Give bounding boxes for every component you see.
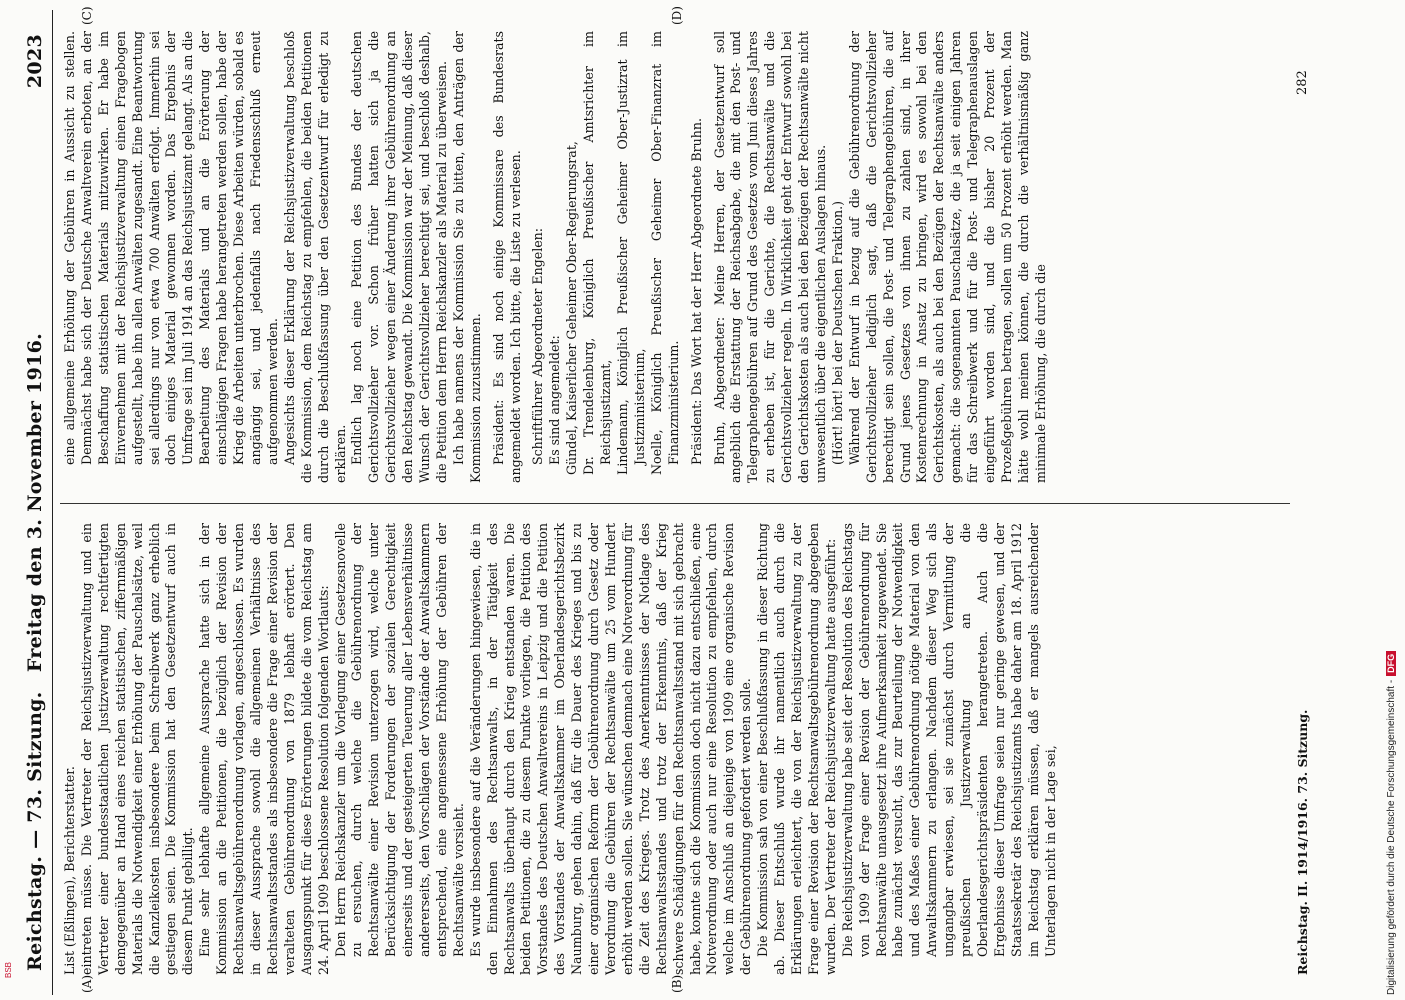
president-statement: Präsident: Es sind noch einige Kommissare des Bundesrats angemeldet worden. Ich bitte, die Liste zu verlesen. [490,31,523,483]
sidebar-text-wrapper [1386,15,1397,995]
paragraph: Es wurde insbesondere auf die Veränderungen hingewiesen, die in den Einnahmen des Rechtsanwalts, in der Tätigkeit des Rechtsanwalts überhaupt durch den Krieg entstanden waren. Die beiden Petitionen, die zu diesem Punkte vorliegen, die Petition des Vorstandes des Deutschen Anwaltvereins in Leipzig und die Petition des Vorstandes der Anwaltskammer im Oberlandesgerichtsbezirk Naumburg, gehen dahin, daß für die Dauer des Krieges und bis zu einer organischen Reform der Gebührenordnung durch Gesetz oder Verordnung die Gebühren der Rechtsanwälte um 25 vom Hundert erhöht werden sollen. Sie wünschen demnach eine Notverordnung für die Zeit des Krieges. Trotz des Anerkenntnisses der Notlage des Rechtsanwaltsstandes und trotz der Erkenntnis, daß der Krieg schwere Schädigungen für den Rechtsanwaltsstand mit sich gebracht habe, konnte sich die Kommission doch nicht dazu entschließen, eine Notverordnung oder auch nur eine Resolution zu empfehlen, durch welche im Anschluß an diejenige von 1909 eine organische Revision der Gebührenordnung gefordert werden solle. [467,523,754,975]
footer-sheet-number: 282 [1295,70,1310,95]
margin-marker-b: (B) [670,974,684,993]
quoted-statement: Die Reichsjustizverwaltung habe seit der Resolution des Reichstags von 1909 der Frage einer Revision der Gebührenordnung für Rechtsanwälte unausgesetzt ihre Aufmerksamkeit zugewendet. Sie habe zunächst versucht, das zur Beurteilung der Notwendigkeit und des Maßes einer Gebührenordnung nötige Material von den Anwaltskammern zu erlangen. Nachdem dieser Weg sich als ungangbar erwiesen, sei sie zunächst durch Vermittlung der preußischen Justizverwaltung an die Oberlandesgerichtspräsidenten herangetreten. Auch die Ergebnisse dieser Umfrage seien nur geringe gewesen, und der Staatssekretär des Reichsjustizamts habe daher am 18. April 1912 im Reichstag erklären müssen, daß er mangels ausreichender Unterlagen nicht in der Lage sei, [839,523,1058,957]
margin-marker-a: (A) [80,974,94,993]
header-center: Freitag den 3. November 1916. [24,332,46,673]
margin-marker-d: (D) [670,6,684,25]
commissioner-entry: Lindemann, Königlich Preußischer Geheimer Ober-Justizrat im Justizministerium, [615,31,647,475]
corner-stamp: BSB [4,961,13,978]
commissioner-entry: Dr. Trendelenburg, Königlich Preußischer Amtsrichter im Reichsjustizamt, [581,31,614,475]
interjection: (Hört! hört! bei der Deutschen Fraktion.) [829,200,845,465]
column-divider [60,503,1290,504]
paragraph: Ich habe namens der Kommission Sie zu bitten, den Anträgen der Kommission zuzustimmen. [450,31,483,483]
commissioner-entry: Gündel, Kaiserlicher Geheimer Ober-Regierungsrat, [564,141,580,475]
right-column [62,31,1050,483]
sidebar-text: Digitalisierung gefördert durch die Deutsche Forschungsgemeinschaft - [1386,679,1397,995]
dfg-logo: DFG [1386,651,1396,676]
commissioner-entry: Noelle, Königlich Preußischer Geheimer Ober-Finanzrat im Finanzministerium. [648,31,681,475]
left-column [62,523,1059,975]
paragraph: Eine sehr lebhafte allgemeine Aussprache hatte sich in der Kommission an die Petitionen, die bezüglich der Revision der Rechtsanwaltsgebührenordnung vorlagen, angeschlossen. Es wurden in dieser Aussprache sowohl die allgemeinen Verhältnisse des Rechtsanwaltsstandes als insbesondere die Frage einer Revision der veralteten Gebührenordnung von 1879 lebhaft erörtert. Den Ausgangspunkt für diese Erörterungen bildete die vom Reichstag am 24. April 1909 beschlossene Resolution folgenden Wortlauts: [197,523,331,975]
rotated-page-content [10,6,1355,995]
speech-paragraph: Bruhn, Abgeordneter: Meine Herren, der Gesetzentwurf soll angeblich die Erstattung der Reichsabgabe, die mit den Post- und Telegraphengebühren auf Grund des Gesetzes vom Juni dieses Jahres zu erheben ist, für die Gerichte, die Rechtsanwälte und die Gerichtsvollzieher regeln. In Wirklichkeit geht der Entwurf sowohl bei den Gerichtskosten als auch bei den Bezügen der Rechtsanwälte nicht unwesentlich über die eigentlichen Auslagen hinaus. [711,31,828,483]
paragraph: eine allgemeine Erhöhung der Gebühren in Aussicht zu stellen. Demnächst habe sich der Deutsche Anwaltverein erboten, an der Beschaffung statistischen Materials mitzuwirken. Er habe im Einvernehmen mit der Reichsjustizverwaltung einen Fragebogen aufgestellt, habe ihn allen Anwälten zugesandt. Eine Beantwortung sei allerdings nur von etwa 700 Anwälten erfolgt. Immerhin sei doch einiges Material gewonnen worden. Das Ergebnis der Umfrage sei im Juli 1914 an das Reichsjustizamt gelangt. Als an die Bearbeitung des Materials und an die Erörterung der einschlägigen Fragen habe herangetreten werden sollen, habe der Krieg die Arbeiten unterbrochen. Diese Arbeiten würden, sobald es angängig sei, und jedenfalls nach Friedensschluß erneut aufgenommen werden. [62,31,280,465]
page-number: 2023 [24,34,46,89]
paragraph: Angesichts dieser Erklärung der Reichsjustizverwaltung beschloß die Kommission, dem Reichstag zu empfehlen, die beiden Petitionen durch die Beschlußfassung über den Gesetzentwurf für erledigt zu erklären. [281,31,348,483]
margin-marker-c: (C) [80,6,94,25]
footer-left: Reichstag. II. 1914/1916. 73. Sitzung. [1295,709,1310,975]
paragraph: Die Kommission sah von einer Beschlußfassung in dieser Richtung ab. Dieser Entschluß wurde ihr namentlich auch durch die Erklärungen erleichtert, die von der Reichsjustizverwaltung zu der Frage einer Revision der Rechtsanwaltsgebührenordnung abgegeben wurden. Der Vertreter der Reichsjustizverwaltung hatte ausgeführt: [755,523,838,975]
digitization-sidebar [1385,0,1405,1000]
paragraph: eintreten müsse. Die Vertreter der Reichsjustizverwaltung und ein Vertreter einer bundesstaatlichen Justizverwaltung rechtfertigten demgegenüber an Hand eines reichen statistischen, ziffernmäßigen Materials die Notwendigkeit einer Erhöhung der Pauschalsätze, weil die Kanzleikosten insbesondere beim Schreibwerk ganz erheblich gestiegen seien. Die Kommission hat den Gesetzentwurf auch in diesem Punkt gebilligt. [78,523,196,975]
paragraph: Es sind angemeldet: [547,335,563,465]
president-statement: Präsident: Das Wort hat der Herr Abgeordnete Bruhn. [688,118,704,465]
quoted-resolution: Den Herrn Reichskanzler um die Vorlegung einer Gesetzesnovelle zu ersuchen, durch welche die Gebührenordnung der Rechtsanwälte einer Revision unterzogen wird, welche unter Berücksichtigung der Forderungen der sozialen Gerechtigkeit einerseits und der gesteigerten Teuerung aller Lebensverhältnisse andererseits, den Vorschlägen der Vorstände der Anwaltskammern entsprechend, eine angemessene Erhöhung der Gebühren der Rechtsanwälte vorsieht. [332,523,466,957]
speaker-line: List (Eßlingen), Berichterstatter. [62,766,77,975]
paragraph: Während der Entwurf in bezug auf die Gebührenordnung der Gerichtsvollzieher lediglich sagt, daß die Gerichtsvollzieher berechtigt sein sollen, die Post- und Telegraphengebühren, die auf Grund jenes Gesetzes von ihnen zu zahlen sind, in ihrer Kostenrechnung in Ansatz zu bringen, wird es sowohl bei den Gerichtskosten, als auch bei den Bezügen der Rechtsanwälte anders gemacht: die sogenannten Pauschalsätze, die ja seit einigen Jahren für das Schreibwerk und für die Post- und Telegraphenauslagen eingeführt worden sind, und die bisher 20 Prozent der Prozeßgebühren betragen, sollen um 50 Prozent erhöht werden. Man hätte wohl meinen können, die durch die verhältnismäßig ganz minimale Erhöhung, die durch die [846,31,1048,483]
page-header [18,10,53,995]
secretary-line: Schriftführer Abgeordneter Engelen: [530,227,546,465]
header-left: Reichstag. — 73. Sitzung. [24,691,46,971]
paragraph: Endlich lag noch eine Petition des Bundes der deutschen Gerichtsvollzieher vor. Schon früher hatten sich ja die Gerichtsvollzieher wegen einer Änderung ihrer Gebührenordnung an den Reichstag gewandt. Die Kommission war der Meinung, daß dieser Wunsch der Gerichtsvollzieher berechtigt sei, und beschloß deshalb, die Petition dem Herrn Reichskanzler als Material zu überweisen. [349,31,449,483]
